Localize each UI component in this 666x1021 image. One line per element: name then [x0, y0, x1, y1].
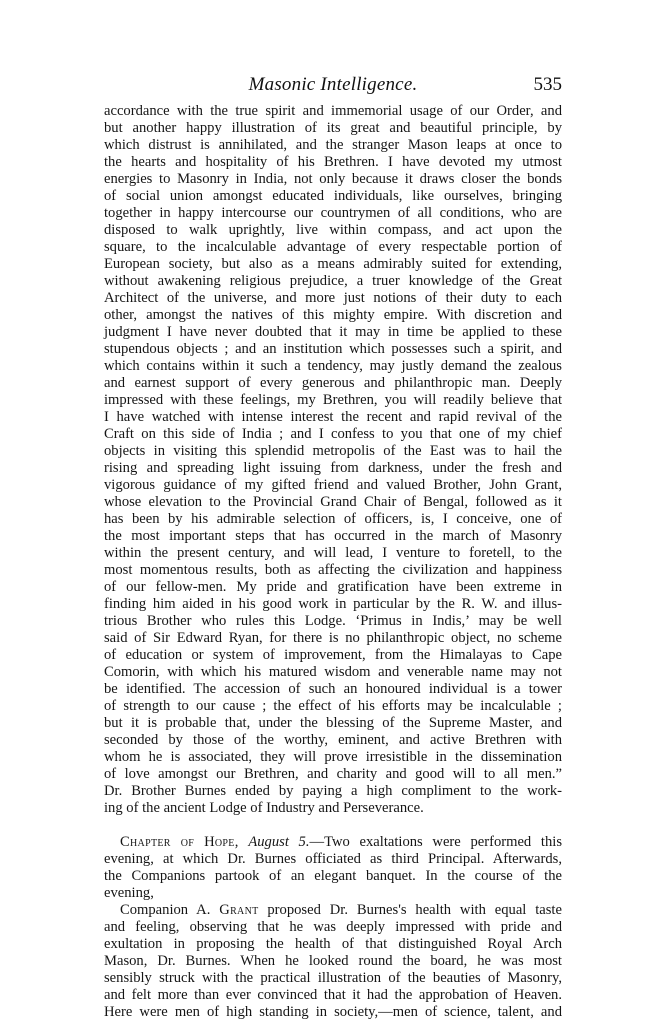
- text-line: which contains within it such a tendency, may justly demand the zealous: [104, 358, 562, 374]
- text-line: but it is probable that, under the blessing of the Supreme Master, and: [104, 715, 562, 731]
- text-line: of education or system of improvement, from the Himalayas to Cape: [104, 647, 562, 663]
- text-line: finding him aided in his good work in particular by the R. W. and illus-: [104, 596, 562, 612]
- text-line: rising and spreading light issuing from darkness, under the fresh and: [104, 460, 562, 476]
- text-line: disposed to walk uprightly, live within compass, and act upon the: [104, 222, 562, 238]
- page-number: 535: [533, 74, 562, 95]
- text-line: Mason, Dr. Burnes. When he looked round the board, he was most: [104, 953, 562, 969]
- text-line: which distrust is annihilated, and the stranger Mason leaps at once to: [104, 137, 562, 153]
- text-line: vigorous guidance of my gifted friend and valued Brother, John Grant,: [104, 477, 562, 493]
- text-line: accordance with the true spirit and immemorial usage of our Order, and: [104, 103, 562, 119]
- text-line: without awakening religious prejudice, a truer knowledge of the Great: [104, 273, 562, 289]
- text-line: within the present century, and will lead, I venture to foretell, to the: [104, 545, 562, 561]
- text-line: evening,: [104, 885, 154, 901]
- text-line: stupendous objects ; and an institution which possesses such a spirit, and: [104, 341, 562, 357]
- text-line: of strength to our cause ; the effect of his efforts may be incalculable ;: [104, 698, 562, 714]
- text-line: the Companions partook of an elegant banquet. In the course of the: [104, 868, 562, 884]
- text-line: Comorin, with which his matured wisdom and venerable name may not: [104, 664, 562, 680]
- running-title: Masonic Intelligence.: [248, 74, 418, 95]
- text-line: trious Brother who rules this Lodge. ‘Primus in Indis,’ may be well: [104, 613, 562, 629]
- running-head: [104, 74, 562, 98]
- text-line: [104, 834, 562, 851]
- text-line: ing of the ancient Lodge of Industry and Perseverance.: [104, 800, 424, 816]
- text-line: of social union amongst educated individuals, like ourselves, bringing: [104, 188, 562, 204]
- text-line: objects in visiting this splendid metropolis of the East was to hail the: [104, 443, 562, 459]
- companion-name: Grant: [219, 902, 259, 918]
- text-line: of our fellow-men. My pride and gratification have been extreme in: [104, 579, 562, 595]
- text-line: European society, but also as a means admirably suited for extending,: [104, 256, 562, 272]
- text-line: most momentous results, both as affecting the civilization and happiness: [104, 562, 562, 578]
- text-line: and earnest support of every generous and philanthropic man. Deeply: [104, 375, 562, 391]
- paragraph-gap: [104, 817, 562, 834]
- text-line: has been by his admirable selection of officers, is, I conceive, one of: [104, 511, 562, 527]
- text-line: Craft on this side of India ; and I confess to you that one of my chief: [104, 426, 562, 442]
- text-line: [104, 902, 562, 919]
- paragraph-speech: [104, 103, 562, 817]
- text-line: impressed with these feelings, my Brethren, you will readily believe that: [104, 392, 562, 408]
- paragraph-companion-grant: [104, 902, 562, 1021]
- text-line: said of Sir Edward Ryan, for there is no philanthropic object, no scheme: [104, 630, 562, 646]
- text-line: and felt more than ever convinced that it had the approbation of Heaven.: [104, 987, 562, 1003]
- text-line: Dr. Brother Burnes ended by paying a high compliment to the work-: [104, 783, 562, 799]
- text-line: be identified. The accession of such an honoured individual is a tower: [104, 681, 562, 697]
- text-line: the hearts and hospitality of his Brethren. I have devoted my utmost: [104, 154, 562, 170]
- text-line: together in happy intercourse our countrymen of all conditions, who are: [104, 205, 562, 221]
- line-text: proposed Dr. Burnes's health with equal taste: [267, 902, 562, 918]
- text-line: sensibly struck with the practical illustration of the beauties of Masonry,: [104, 970, 562, 986]
- text-line: and feeling, observing that he was deeply impressed with pride and: [104, 919, 562, 935]
- text-line: judgment I have never doubted that it may in time be applied to these: [104, 324, 562, 340]
- chapter-date: August 5.: [248, 834, 310, 850]
- text-line: I have watched with intense interest the recent and rapid revival of the: [104, 409, 562, 425]
- text-line: the most important steps that has occurred in the march of Masonry: [104, 528, 562, 544]
- text-line: of love amongst our Brethren, and charity and good will to all men.”: [104, 766, 562, 782]
- text-line: square, to the incalculable advantage of every respectable portion of: [104, 239, 562, 255]
- text-line: whose elevation to the Provincial Grand Chair of Bengal, followed as it: [104, 494, 562, 510]
- text-line: Here were men of high standing in society,—men of science, talent, and: [104, 1004, 562, 1020]
- text-line: energies to Masonry in India, not only because it draws closer the bonds: [104, 171, 562, 187]
- text-line: other, amongst the natives of this mighty empire. With discretion and: [104, 307, 562, 323]
- body-text: [104, 103, 562, 1021]
- line-text: Companion A.: [120, 902, 211, 918]
- text-line: whom he is associated, they will prove irresistible in the dissemination: [104, 749, 562, 765]
- chapter-name: Chapter of Hope,: [120, 834, 239, 850]
- text-line: Architect of the universe, and more just notions of their duty to each: [104, 290, 562, 306]
- text-line: evening, at which Dr. Burnes officiated as third Principal. Afterwards,: [104, 851, 562, 867]
- text-line: exultation in proposing the health of that distinguished Royal Arch: [104, 936, 562, 952]
- text-line: but another happy illustration of its great and beautiful principle, by: [104, 120, 562, 136]
- text-line: seconded by those of the worthy, eminent, and active Brethren with: [104, 732, 562, 748]
- paragraph-chapter-of-hope: [104, 834, 562, 902]
- line-text: —Two exaltations were performed this: [309, 834, 562, 850]
